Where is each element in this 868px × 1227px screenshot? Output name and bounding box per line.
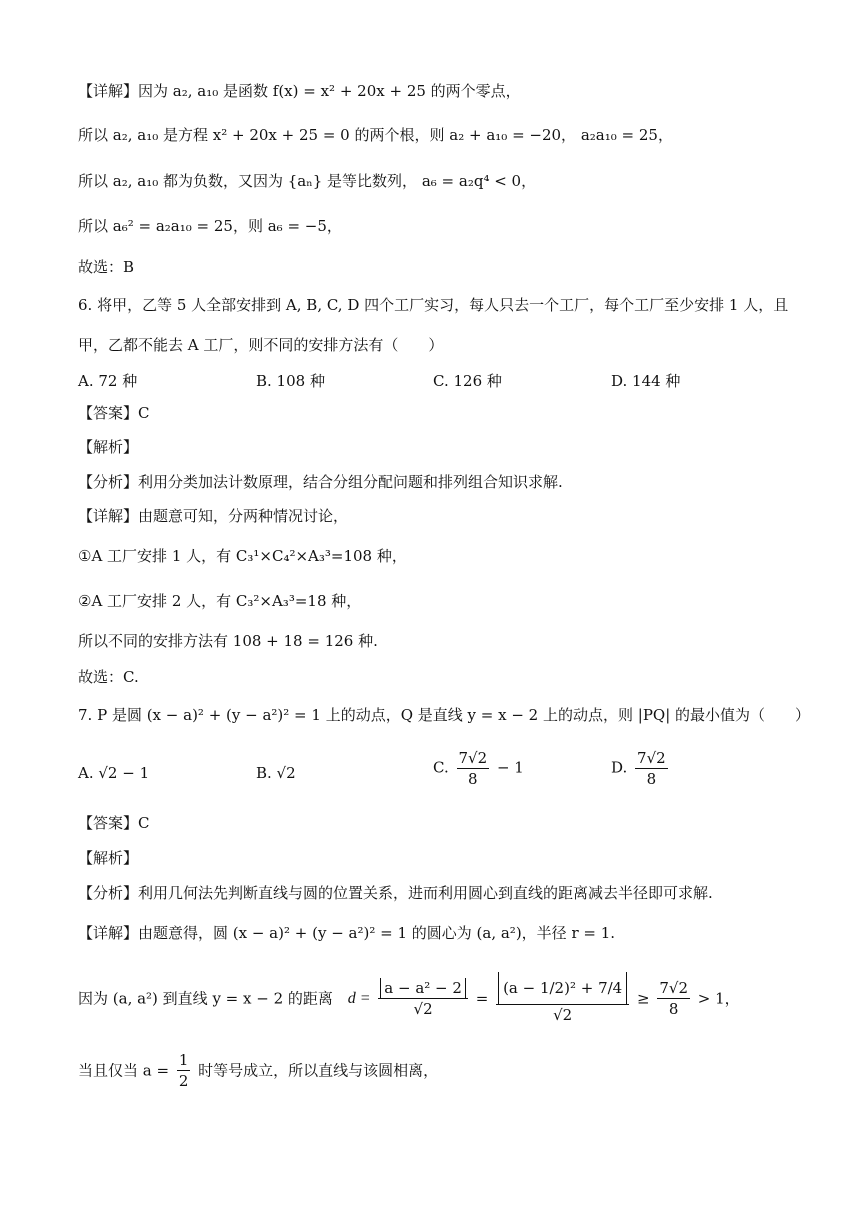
q6-case-1: ①A 工厂安排 1 人，有 C₃¹×C₄²×A₃³=108 种， bbox=[78, 547, 407, 565]
q6-option-b: B. 108 种 bbox=[256, 372, 325, 390]
q7-option-b: B. √2 bbox=[256, 764, 296, 782]
detail-q5-line3: 所以 a₂, a₁₀ 都为负数，又因为 {aₙ} 是等比数列， a₆ = a₂q⁴ < 0， bbox=[78, 172, 537, 190]
q7-option-c-numerator: 7√2 bbox=[458, 749, 488, 767]
q7-distance-abs-2: (a − 1/2)² + 7/4 bbox=[498, 972, 627, 1004]
q7-option-c bbox=[433, 748, 524, 789]
q6-option-a: A. 72 种 bbox=[78, 372, 138, 390]
q6-analysis: 【分析】利用分类加法计数原理，结合分组分配问题和排列组合知识求解. bbox=[78, 473, 563, 491]
q5-choice: 故选：B bbox=[78, 258, 135, 276]
q7-option-a: A. √2 − 1 bbox=[78, 764, 150, 782]
q7-distance-fraction-2 bbox=[496, 972, 629, 1025]
q6-analysis-heading: 【解析】 bbox=[78, 438, 139, 456]
detail-q5-line4: 所以 a₆² = a₂a₁₀ = 25，则 a₆ = −5， bbox=[78, 217, 342, 235]
q7-detail-line1: 【详解】由题意得，圆 (x − a)² + (y − a²)² = 1 的圆心为 (a, a²)，半径 r = 1. bbox=[78, 924, 616, 942]
question-6-stem-line1: 6. 将甲，乙等 5 人全部安排到 A, B, C, D 四个工厂实习，每人只去一个工厂，每个工厂至少安排 1 人，且 bbox=[78, 296, 789, 314]
q7-distance-formula: 因为 (a, a²) 到直线 y = x − 2 的距离 d = $\frac{\text{a − a² − 2}}{√2}$ = $\frac{\text{(a − 1/2)² + 7/4}}{√2}$ ≥ $\frac{7√2}{8}$ > 1， bbox=[78, 972, 740, 1025]
detail-q5-line1: 【详解】因为 a₂, a₁₀ 是函数 f(x) = x² + 20x + 25 的两个零点， bbox=[78, 82, 521, 100]
q6-option-c: C. 126 种 bbox=[433, 372, 502, 390]
q7-distance-fraction-1 bbox=[378, 978, 468, 1019]
q7-distance-tail: > 1， bbox=[697, 989, 740, 1008]
q7-answer: 【答案】C bbox=[78, 814, 150, 832]
q7-option-d-fraction bbox=[635, 748, 668, 789]
q7-analysis-heading: 【解析】 bbox=[78, 849, 139, 867]
q7-equality-pre: 当且仅当 a = bbox=[78, 1061, 170, 1080]
q7-option-c-tail: − 1 bbox=[496, 758, 524, 777]
q7-equality-fraction bbox=[177, 1050, 191, 1091]
q7-option-d-letter: D. bbox=[611, 758, 628, 777]
q7-option-c-denominator: 8 bbox=[468, 770, 478, 788]
q6-case-2: ②A 工厂安排 2 人，有 C₃²×A₃³=18 种， bbox=[78, 592, 362, 610]
q7-distance-abs-1: a − a² − 2 bbox=[380, 978, 466, 998]
q7-equality-numerator: 1 bbox=[178, 1051, 189, 1069]
q7-distance-denominator-2: √2 bbox=[553, 1006, 573, 1024]
q7-distance-intro: 因为 (a, a²) 到直线 y = x − 2 的距离 bbox=[78, 989, 333, 1008]
q6-answer: 【答案】C bbox=[78, 404, 150, 422]
q7-distance-fraction-3 bbox=[657, 978, 690, 1019]
q6-choice: 故选：C. bbox=[78, 668, 139, 686]
q7-distance-denominator-3: 8 bbox=[668, 1000, 679, 1018]
q7-equality-denominator: 2 bbox=[178, 1072, 189, 1090]
q7-analysis: 【分析】利用几何法先判断直线与圆的位置关系，进而利用圆心到直线的距离减去半径即可求解. bbox=[78, 884, 713, 902]
q7-option-d bbox=[611, 748, 671, 789]
q7-equality-condition bbox=[78, 1050, 438, 1091]
q6-option-d: D. 144 种 bbox=[611, 372, 681, 390]
q7-distance-numerator-3: 7√2 bbox=[659, 979, 689, 997]
q7-option-d-denominator: 8 bbox=[646, 770, 657, 788]
q7-distance-ge: ≥ bbox=[637, 989, 650, 1008]
question-7-stem: 7. P 是圆 (x − a)² + (y − a²)² = 1 上的动点，Q 是直线 y = x − 2 上的动点，则 |PQ| 的最小值为（ ） bbox=[78, 706, 811, 724]
q7-equality-post: 时等号成立，所以直线与该圆相离， bbox=[198, 1061, 439, 1080]
q6-total: 所以不同的安排方法有 108 + 18 = 126 种. bbox=[78, 632, 378, 650]
q6-detail-intro: 【详解】由题意可知，分两种情况讨论， bbox=[78, 507, 349, 525]
q7-option-c-letter: C. bbox=[433, 758, 449, 777]
detail-q5-line2: 所以 a₂, a₁₀ 是方程 x² + 20x + 25 = 0 的两个根，则 a₂ + a₁₀ = −20， a₂a₁₀ = 25， bbox=[78, 126, 673, 144]
q7-option-d-numerator: 7√2 bbox=[637, 749, 666, 767]
question-6-stem-line2: 甲，乙都不能去 A 工厂，则不同的安排方法有（ ） bbox=[78, 336, 444, 354]
q7-distance-denominator-1: √2 bbox=[413, 1000, 433, 1018]
q7-distance-d: d = bbox=[347, 989, 371, 1007]
q7-distance-numerator-2 bbox=[496, 972, 629, 1005]
q7-option-c-fraction bbox=[457, 748, 490, 789]
q7-distance-numerator-1 bbox=[378, 978, 468, 999]
